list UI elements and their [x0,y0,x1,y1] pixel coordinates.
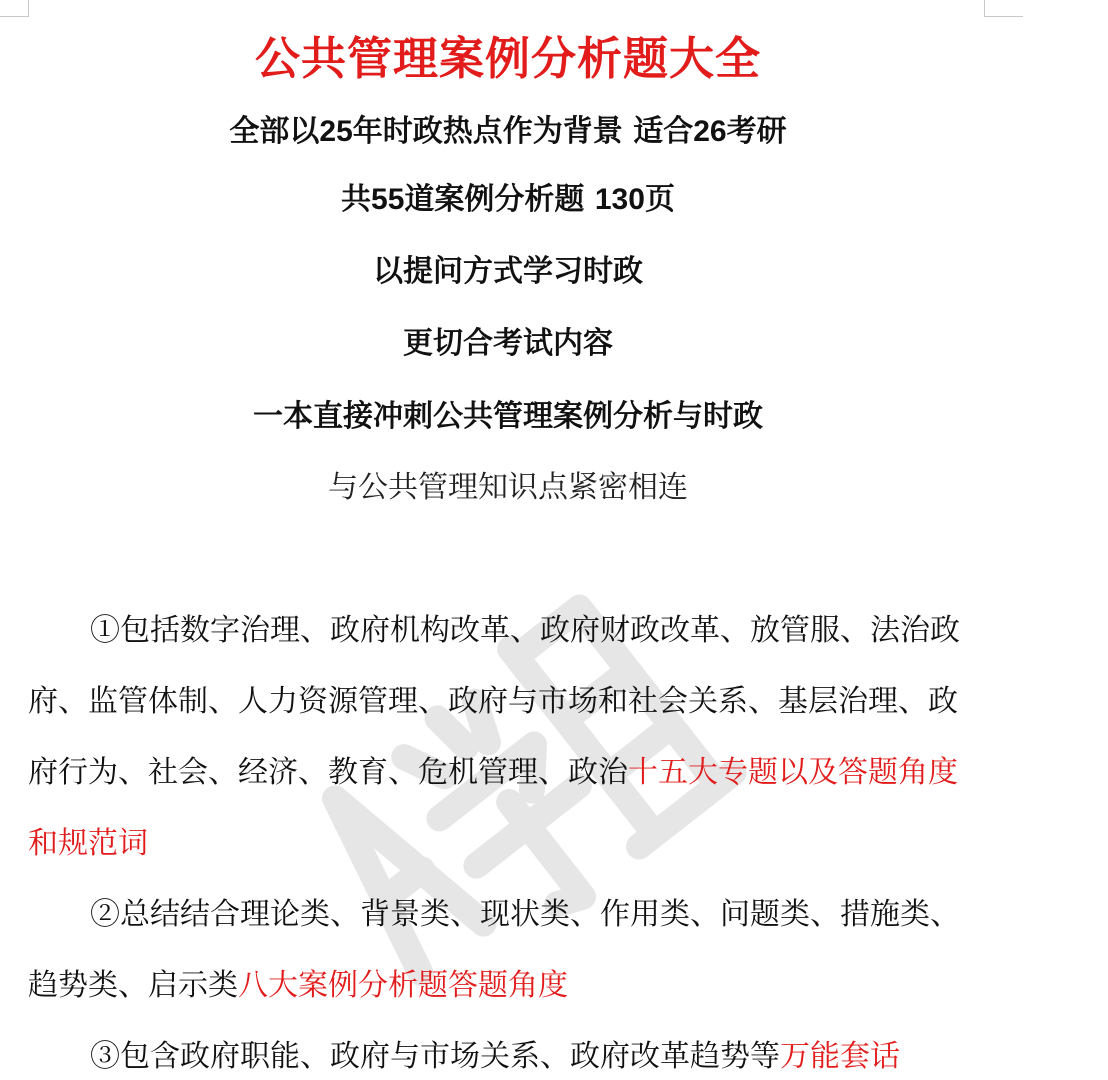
subtitle-line-3: 以提问方式学习时政 [373,254,643,289]
subtitle-line-2: 共55道案例分析题 130页 [341,182,675,217]
paragraph-topics: ①包括数字治理、政府机构改革、政府财政改革、放管服、法治政府、监管体制、人力资源管理、政府与市场和社会关系、基层治理、政府行为、社会、经济、教育、危机管理、政治十五大专题以及答题角度和规范词 [28,613,960,861]
subtitle-line-1: 全部以25年时政热点作为背景 适合26考研 [229,114,787,149]
highlight-text: 八大案例分析题答题角度 [238,968,568,1003]
document-title: 公共管理案例分析题大全 [254,32,761,85]
paragraph-phrases: ③包含政府职能、政府与市场关系、政府改革趋势等万能套话 [90,1039,900,1074]
page-corner-mark-right [984,0,1023,17]
highlight-text: 十五大专题以及答题角度和规范词 [28,755,958,861]
page-corner-mark-left [0,0,29,17]
paragraph-angles: ②总结结合理论类、背景类、现状类、作用类、问题类、措施类、趋势类、启示类八大案例分析题答题角度 [28,897,960,1003]
subtitle-line-4: 更切合考试内容 [403,326,613,361]
document-body [28,595,986,1080]
subtitle-line-5: 一本直接冲刺公共管理案例分析与时政 [253,399,763,434]
subtitle-line-6: 与公共管理知识点紧密相连 [328,470,688,505]
highlight-text: 万能套话 [780,1039,900,1074]
